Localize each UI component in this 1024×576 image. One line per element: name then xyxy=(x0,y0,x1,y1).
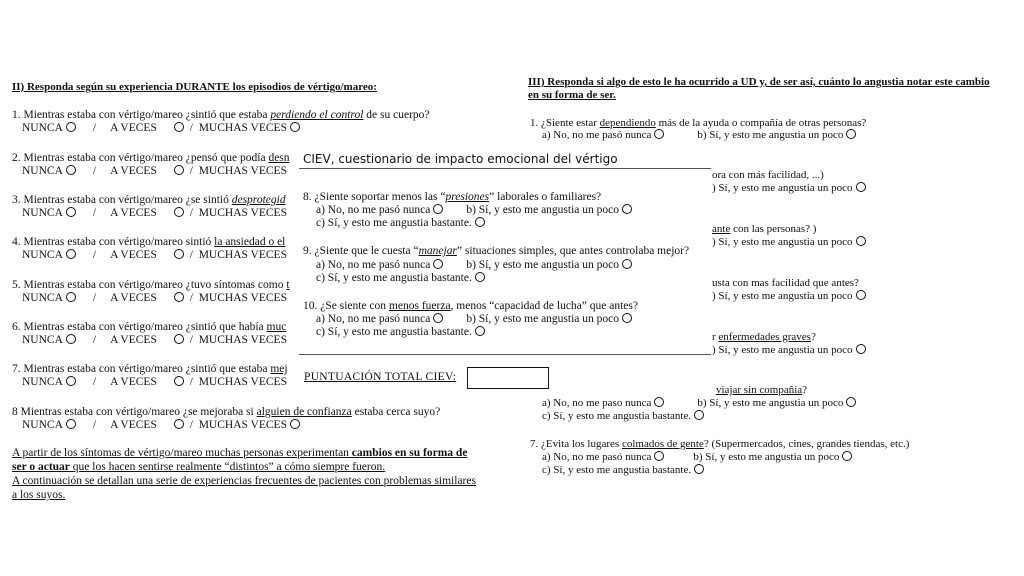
s3-fragment-5-option: ) Sí, y esto me angustia un poco xyxy=(712,343,869,357)
overlay-question-10: 10. ¿Se siente con menos fuerza, menos “capacidad de lucha” que antes? xyxy=(303,300,638,312)
s3-q7-option-c: c) Sí, y esto me angustia bastante. xyxy=(542,463,707,477)
radio-opt-b[interactable] xyxy=(622,204,632,214)
intro-line-1: A partir de los síntomas de vértigo/mareo muchas personas experimentan cambios en su forma de xyxy=(12,447,468,459)
radio-nunca[interactable] xyxy=(66,376,76,386)
radio-opt-a[interactable] xyxy=(433,313,443,323)
radio-muchas-veces[interactable] xyxy=(290,122,300,132)
answers-6: NUNCA / A VECES / MUCHAS VECES xyxy=(22,334,287,346)
radio-opt-c[interactable] xyxy=(694,464,704,474)
radio-a-veces[interactable] xyxy=(174,122,184,132)
s3-q6-option-c: c) Sí, y esto me angustia bastante. xyxy=(542,409,707,423)
radio-opt-b[interactable] xyxy=(622,259,632,269)
radio-a-veces[interactable] xyxy=(174,376,184,386)
radio-a-veces[interactable] xyxy=(174,207,184,217)
radio-opt-b[interactable] xyxy=(856,290,866,300)
s3-question-1: 1. ¿Siente estar dependiendo más de la ayuda o compañía de otras personas? xyxy=(530,117,867,129)
question-4: 4. Mientras estaba con vértigo/mareo sintió la ansiedad o el xyxy=(12,236,286,248)
s3-q7-options: a) No, no me pasó nunca b) Sí, y esto me angustia un poco xyxy=(542,450,855,464)
radio-opt-b[interactable] xyxy=(856,236,866,246)
answers-4: NUNCA / A VECES / MUCHAS VECES xyxy=(22,249,287,261)
question-7: 7. Mientras estaba con vértigo/mareo ¿sintió que estaba mej xyxy=(12,363,288,375)
s3-question-7: 7. ¿Evita los lugares colmados de gente? (Supermercados, cines, grandes tiendas, etc.) xyxy=(530,438,910,450)
intro-line-4: a los suyos. xyxy=(12,489,66,501)
radio-a-veces[interactable] xyxy=(174,165,184,175)
radio-opt-b[interactable] xyxy=(842,451,852,461)
radio-muchas-veces[interactable] xyxy=(290,419,300,429)
question-1: 1. Mientras estaba con vértigo/mareo ¿sintió que estaba perdiendo el control de su cuerpo? xyxy=(12,109,430,121)
overlay-q9-options: a) No, no me pasó nunca b) Sí, y esto me angustia un poco xyxy=(316,258,635,272)
radio-opt-c[interactable] xyxy=(475,326,485,336)
s3-fragment-6: viajar sin compañía? xyxy=(716,384,808,396)
radio-nunca[interactable] xyxy=(66,165,76,175)
overlay-question-8: 8. ¿Siente soportar menos las “presiones” laborales o familiares? xyxy=(303,191,602,203)
question-6: 6. Mientras estaba con vértigo/mareo ¿sintió que había muc xyxy=(12,321,287,333)
score-label: PUNTUACIÓN TOTAL CIEV: xyxy=(304,371,457,383)
s3-fragment-5: r enfermedades graves? xyxy=(712,331,816,343)
radio-opt-a[interactable] xyxy=(654,397,664,407)
radio-opt-b[interactable] xyxy=(856,182,866,192)
section-3-title-line-2: en su forma de ser. xyxy=(528,89,616,101)
section-2-title: II) Responda según su experiencia DURANTE los episodios de vértigo/mareo: xyxy=(12,81,377,93)
question-2: 2. Mientras estaba con vértigo/mareo ¿pensó que podía desn xyxy=(12,152,290,164)
answers-3: NUNCA / A VECES / MUCHAS VECES xyxy=(22,207,287,219)
radio-nunca[interactable] xyxy=(66,249,76,259)
radio-opt-b[interactable] xyxy=(846,129,856,139)
radio-opt-b[interactable] xyxy=(846,397,856,407)
section-3-title-line-1: III) Responda si algo de esto le ha ocurrido a UD y, de ser así, cuánto lo angustia notar este cambio xyxy=(528,76,990,88)
question-5: 5. Mientras estaba con vértigo/mareo ¿tuvo síntomas como t xyxy=(12,279,290,291)
overlay-q9-option-c: c) Sí, y esto me angustia bastante. xyxy=(316,271,488,285)
intro-line-3: A continuación se detallan una serie de experiencias frecuentes de pacientes con problemas similares xyxy=(12,475,476,487)
s3-fragment-4: usta con mas facilidad que antes? xyxy=(712,277,859,289)
answers-2: NUNCA / A VECES / MUCHAS VECES xyxy=(22,165,287,177)
answers-1: NUNCA / A VECES / MUCHAS VECES xyxy=(22,121,303,135)
s3-q1-options: a) No, no me pasó nunca b) Sí, y esto me angustia un poco xyxy=(542,128,859,142)
overlay-q10-option-c: c) Sí, y esto me angustia bastante. xyxy=(316,325,488,339)
overlay-question-9: 9. ¿Siente que le cuesta “manejar” situaciones simples, que antes controlaba mejor? xyxy=(303,245,690,257)
answers-8: NUNCA / A VECES / MUCHAS VECES xyxy=(22,418,303,432)
radio-nunca[interactable] xyxy=(66,207,76,217)
radio-nunca[interactable] xyxy=(66,292,76,302)
radio-opt-a[interactable] xyxy=(433,259,443,269)
radio-opt-c[interactable] xyxy=(694,410,704,420)
s3-fragment-3-option: ) Sí, y esto me angustia un poco xyxy=(712,235,869,249)
overlay-q8-options: a) No, no me pasó nunca b) Sí, y esto me angustia un poco xyxy=(316,203,635,217)
overlay-bottom-border xyxy=(299,354,711,355)
question-3: 3. Mientras estaba con vértigo/mareo ¿se sintió desprotegid xyxy=(12,194,286,206)
overlay-divider xyxy=(299,168,711,169)
radio-a-veces[interactable] xyxy=(174,249,184,259)
overlay-q10-options: a) No, no me pasó nunca b) Sí, y esto me angustia un poco xyxy=(316,312,635,326)
radio-opt-b[interactable] xyxy=(622,313,632,323)
s3-fragment-4-option: ) Sí, y esto me angustia un poco xyxy=(712,289,869,303)
overlay-q8-option-c: c) Sí, y esto me angustia bastante. xyxy=(316,216,488,230)
radio-a-veces[interactable] xyxy=(174,334,184,344)
question-8: 8 Mientras estaba con vértigo/mareo ¿se mejoraba si alguien de confianza estaba cerca suyo? xyxy=(12,406,441,418)
s3-q6-options: a) No, no me paso nunca b) Sí, y esto me angustia un poco xyxy=(542,396,859,410)
intro-line-2: ser o actuar que los hacen sentirse realmente “distintos” a cómo siempre fueron. xyxy=(12,461,386,473)
radio-nunca[interactable] xyxy=(66,122,76,132)
radio-opt-a[interactable] xyxy=(654,451,664,461)
radio-opt-b[interactable] xyxy=(856,344,866,354)
radio-a-veces[interactable] xyxy=(174,292,184,302)
answers-5: NUNCA / A VECES / MUCHAS VECES xyxy=(22,292,287,304)
radio-opt-a[interactable] xyxy=(433,204,443,214)
radio-opt-c[interactable] xyxy=(475,217,485,227)
radio-nunca[interactable] xyxy=(66,419,76,429)
overlay-title: CIEV, cuestionario de impacto emocional del vértigo xyxy=(303,152,618,166)
s3-fragment-2: ora con más facilidad, ...) xyxy=(712,169,824,181)
radio-a-veces[interactable] xyxy=(174,419,184,429)
s3-fragment-2-option: ) Sí, y esto me angustia un poco xyxy=(712,181,869,195)
score-input-box[interactable] xyxy=(467,367,549,389)
radio-opt-a[interactable] xyxy=(654,129,664,139)
radio-nunca[interactable] xyxy=(66,334,76,344)
answers-7: NUNCA / A VECES / MUCHAS VECES xyxy=(22,376,287,388)
radio-opt-c[interactable] xyxy=(475,272,485,282)
s3-fragment-3: ante con las personas? ) xyxy=(712,223,817,235)
